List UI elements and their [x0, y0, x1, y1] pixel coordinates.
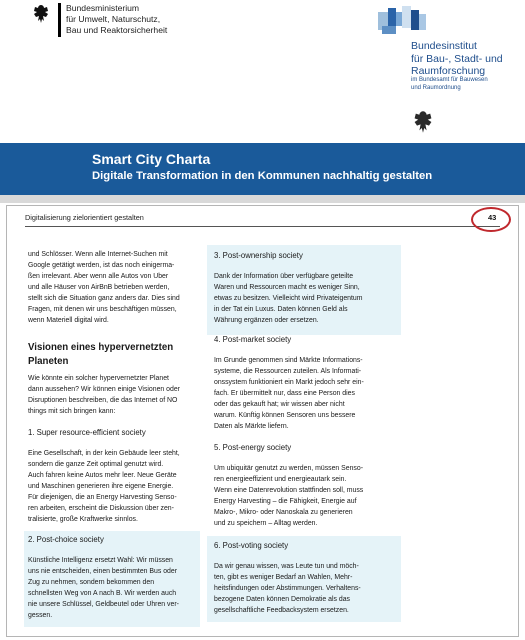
- item-heading: 2. Post-choice society: [28, 535, 104, 544]
- text-line: und zu speichern – Alltag werden.: [214, 520, 318, 527]
- document-title: Smart City Charta: [92, 151, 211, 167]
- text-line: Daten als Märkte liefern.: [214, 423, 289, 430]
- ministry-line: Bau und Reaktorsicherheit: [66, 25, 168, 35]
- institute-line: Bundesinstitut: [411, 40, 477, 52]
- heading-line: Planeten: [28, 356, 69, 367]
- federal-eagle-small-icon: [412, 110, 434, 134]
- institute-name: [411, 40, 503, 78]
- text-line: und Maschinen generieren ihre eigene Energie.: [28, 483, 174, 490]
- text-line: und Schlösser. Wenn alle Internet-Suchen mit: [28, 251, 168, 258]
- text-line: tralisierte, große Kraftwerke sinnlos.: [28, 516, 138, 523]
- item-heading: 6. Post-voting society: [214, 541, 289, 550]
- text-line: Dank der Information über verfügbare geteilte: [214, 273, 354, 280]
- text-line: warum. Künftig können Sensoren uns bessere: [214, 412, 356, 419]
- page-number: 43: [488, 213, 497, 222]
- text-line: Google getätigt werden, ist das noch einigerma-: [28, 262, 175, 269]
- text-line: nie unsere Schlüssel, Geldbeutel oder Uhren ver-: [28, 601, 179, 608]
- text-line: Energy Harvesting – die Fähigkeit, Energie auf: [214, 498, 357, 505]
- document-subtitle: Digitale Transformation in den Kommunen nachhaltig gestalten: [92, 170, 433, 182]
- text-line: gessen.: [28, 612, 53, 619]
- text-line: wenn Materiell digital wird.: [28, 317, 109, 324]
- text-line: things mit sich bringen kann:: [28, 408, 116, 415]
- institute-subtitle: [411, 76, 488, 92]
- text-line: Makro-, Mikro- oder Nanoskala zu generieren: [214, 509, 353, 516]
- section-heading: [28, 341, 173, 369]
- text-line: Um ubiquitär genutzt zu werden, müssen Senso-: [214, 465, 363, 472]
- text-line: systeme, die Ressourcen zuteilen. Als Informati-: [214, 368, 362, 375]
- text-line: etwas zu besitzen. Vielleicht wird Privateigentum: [214, 295, 363, 302]
- text-line: Fragen, mit denen wir uns beschäftigen müssen,: [28, 306, 177, 313]
- text-line: oder das gekauft hat; wir wissen aber nicht: [214, 401, 345, 408]
- text-line: Auch fahren keine Autos mehr leer. Neue Geräte: [28, 472, 177, 479]
- text-line: heitsfindungen oder Abstimmungen. Verhaltens-: [214, 585, 361, 592]
- text-line: Eine Gesellschaft, in der kein Gebäude leer steht,: [28, 450, 180, 457]
- item-paragraph: [28, 555, 179, 621]
- ministry-name: [66, 3, 167, 36]
- section-intro-paragraph: [28, 373, 180, 417]
- item-paragraph: [214, 271, 362, 326]
- institute-sub-line: im Bundesamt für Bauwesen: [411, 77, 488, 83]
- item-paragraph: [214, 561, 361, 616]
- banner-shadow-strip: [0, 195, 525, 203]
- text-line: ten, gibt es weniger Bedarf an Wahlen, Mehr-: [214, 574, 353, 581]
- text-line: Da wir genau wissen, was Leute tun und möch-: [214, 563, 359, 570]
- text-line: schnellsten Weg von A nach B. Wir werden auch: [28, 590, 177, 597]
- text-line: Wie könnte ein solcher hypervernetzter Planet: [28, 375, 169, 382]
- item-heading: 5. Post-energy society: [214, 443, 292, 452]
- text-line: und alle Häuser von AirBnB betrieben werden,: [28, 284, 170, 291]
- item-paragraph: [28, 448, 180, 525]
- text-line: dann aussehen? Wir können einige Visionen oder: [28, 386, 180, 393]
- text-line: Wenn eine Datenrevolution stattfinden soll, muss: [214, 487, 364, 494]
- item-paragraph: [214, 355, 364, 432]
- ministry-logo-bar: [58, 3, 61, 37]
- text-line: stellt sich die Situation ganz anders dar. Dies sind: [28, 295, 180, 302]
- text-line: Disruptionen beschreiben, die das Internet of NO: [28, 397, 178, 404]
- text-line: Währung ergänzen oder ersetzen.: [214, 317, 319, 324]
- text-line: onssystem funktioniert ein Markt jedoch sehr ein-: [214, 379, 364, 386]
- text-line: ßen irrelevant. Aber wenn alle Autos von Uber: [28, 273, 169, 280]
- text-line: ren arbeiten, erscheint die Diskussion über zen-: [28, 505, 174, 512]
- institute-line: für Bau-, Stadt- und: [411, 52, 503, 65]
- institute-line: Raumforschung: [411, 65, 486, 77]
- header-rule: [25, 226, 500, 227]
- text-line: ren energieeffizient und energieautark sein.: [214, 476, 347, 483]
- federal-eagle-icon: [32, 4, 50, 24]
- text-line: Zug zu nehmen, sondern bekommen den: [28, 579, 155, 586]
- text-line: Im Grunde genommen sind Märkte Informations-: [214, 357, 363, 364]
- title-banner: [0, 143, 525, 195]
- text-line: Waren und Ressourcen macht es weniger Sinn,: [214, 284, 360, 291]
- page-number-highlight-circle: [471, 207, 511, 232]
- ministry-line: Bundesministerium: [66, 3, 140, 13]
- heading-line: Visionen eines hypervernetzten: [28, 342, 174, 353]
- institute-logo-icon: [378, 6, 426, 34]
- text-line: gesellschaftliche Feedbacksystem ersetzen.: [214, 607, 349, 614]
- text-line: bezogene Daten können Demokratie als das: [214, 596, 350, 603]
- text-line: Für diejenigen, die an Energy Harvesting Senso-: [28, 494, 177, 501]
- text-line: uns nie entscheiden, einen bestimmten Bus oder: [28, 568, 178, 575]
- left-intro-paragraph: [28, 249, 180, 326]
- text-line: in der Tat ein Luxus. Daten können Geld als: [214, 306, 348, 313]
- institute-sub-line: und Raumordnung: [411, 85, 461, 91]
- text-line: fach. Er übermittelt nur, dass eine Person dies: [214, 390, 355, 397]
- running-header: Digitalisierung zielorientiert gestalten: [25, 213, 144, 222]
- text-line: Künstliche Intelligenz ersetzt Wahl: Wir müssen: [28, 557, 173, 564]
- item-heading: 1. Super resource-efficient society: [28, 428, 146, 437]
- item-heading: 4. Post-market society: [214, 335, 292, 344]
- item-paragraph: [214, 463, 363, 529]
- item-heading: 3. Post-ownership society: [214, 251, 303, 260]
- ministry-line: für Umwelt, Naturschutz,: [66, 14, 161, 24]
- text-line: sondern die ganze Zeit optimal genutzt wird.: [28, 461, 164, 468]
